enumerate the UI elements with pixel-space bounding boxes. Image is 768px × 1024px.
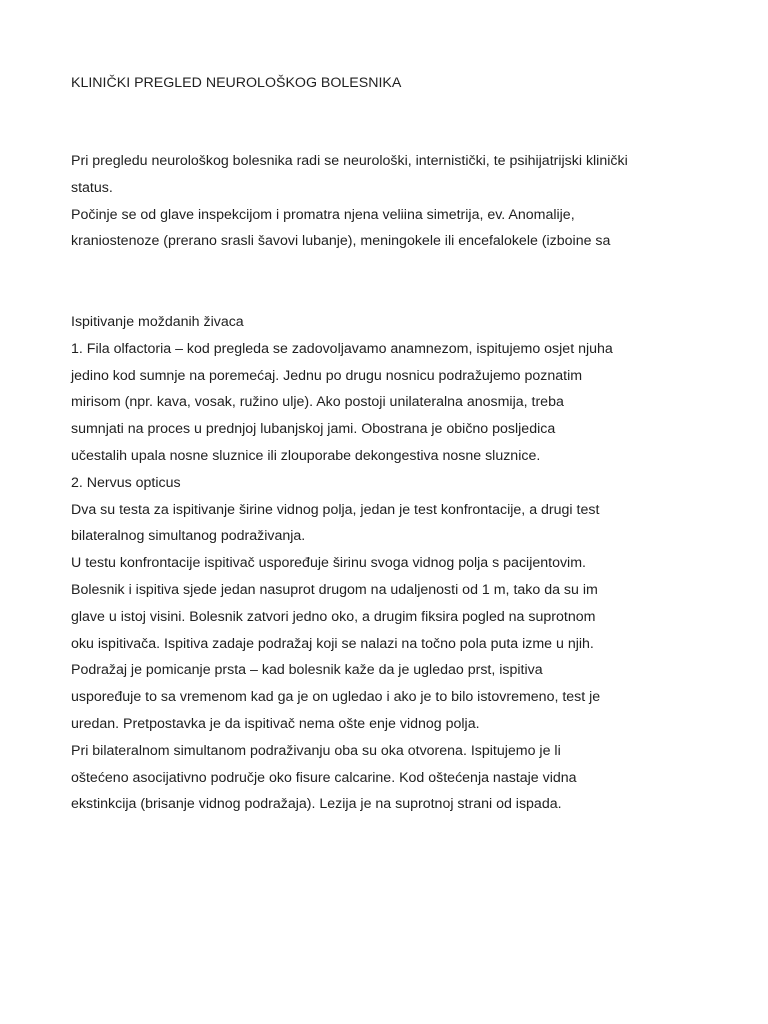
text-line: mirisom (npr. kava, vosak, ružino ulje). Ako postoji unilateralna anosmija, treba bbox=[71, 394, 564, 411]
text-line: Pri pregledu neurološkog bolesnika radi se neurološki, internistički, te psihijatrijski klinički bbox=[71, 153, 628, 169]
text-line: Dva su testa za ispitivanje širine vidnog polja, jedan je test konfrontacije, a drugi test bbox=[71, 501, 600, 518]
text-line: kraniostenoze (prerano srasli šavovi lubanje), meningokele ili encefalokele (izboine sa bbox=[71, 233, 611, 250]
text-line: Počinje se od glave inspekcijom i promatra njena veliina simetrija, ev. Anomalije, bbox=[71, 206, 575, 223]
text-line: uspoređuje to sa vremenom kad ga je on ugledao i ako je to bilo istovremeno, test je bbox=[71, 689, 601, 706]
text-line: jedino kod sumnje na poremećaj. Jednu po drugu nosnicu podražujemo poznatim bbox=[71, 367, 583, 384]
text-line: ekstinkcija (brisanje vidnog podražaja). Lezija je na suprotnoj strani od ispada. bbox=[71, 796, 562, 813]
section-heading: Ispitivanje moždanih živaca bbox=[71, 314, 244, 330]
text-line: učestalih upala nosne sluznice ili zlouporabe dekongestiva nosne sluznice. bbox=[71, 447, 541, 464]
text-line: oštećeno asocijativno područje oko fisure calcarine. Kod oštećenja nastaje vidna bbox=[71, 769, 577, 786]
text-line: Bolesnik i ispitiva sjede jedan nasuprot drugom na udaljenosti od 1 m, tako da su im bbox=[71, 581, 598, 598]
text-line: oku ispitivača. Ispitiva zadaje podražaj koji se nalazi na točno pola puta izme u njih. bbox=[71, 635, 594, 652]
text-line: bilateralnog simultanog podraživanja. bbox=[71, 528, 306, 545]
cranial-nerves-section bbox=[71, 309, 711, 818]
text-line: glave u istoj visini. Bolesnik zatvori jedno oko, a drugim fiksira pogled na suprotnom bbox=[71, 608, 596, 625]
text-line: Podražaj je pomicanje prsta – kad bolesnik kaže da je ugledao prst, ispitiva bbox=[71, 662, 543, 679]
document-title: KLINIČKI PREGLED NEUROLOŠKOG BOLESNIKA bbox=[71, 75, 402, 91]
text-line: U testu konfrontacije ispitivač uspoređuje širinu svoga vidnog polja s pacijentovim. bbox=[71, 555, 586, 572]
text-line: 1. Fila olfactoria – kod pregleda se zadovoljavamo anamnezom, ispitujemo osjet njuha bbox=[71, 340, 613, 357]
text-line: Pri bilateralnom simultanom podraživanju oba su oka otvorena. Ispitujemo je li bbox=[71, 742, 561, 759]
text-line: status. bbox=[71, 179, 113, 196]
text-line: sumnjati na proces u prednjoj lubanjskoj jami. Obostrana je obično posljedica bbox=[71, 421, 556, 438]
text-line: 2. Nervus opticus bbox=[71, 474, 181, 491]
text-line: uredan. Pretpostavka je da ispitivač nema ošte enje vidnog polja. bbox=[71, 715, 480, 732]
intro-paragraph bbox=[71, 148, 711, 255]
